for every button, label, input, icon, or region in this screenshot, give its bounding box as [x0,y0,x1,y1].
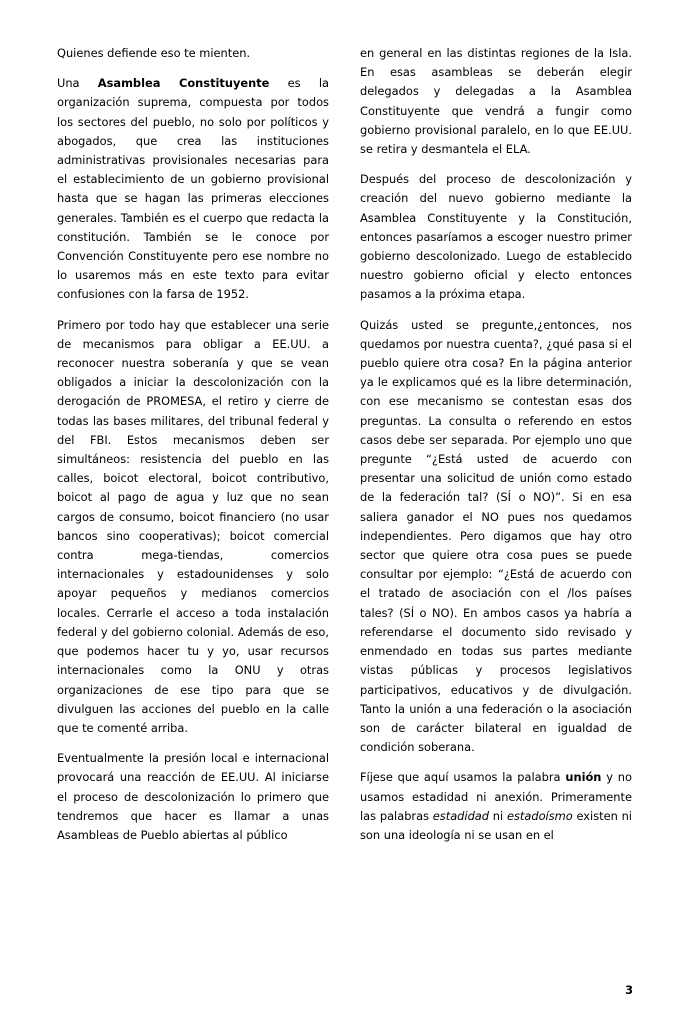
text-run: Eventualmente la presión local e internacional provocará una reacción de EE.UU. Al iniciarse el proceso de descolonización lo primero que tendremos que hacer es llamar a unas Asambleas de Pueblo abiertas al público [57,751,329,842]
left-column [57,44,329,964]
two-column-text-body [57,44,632,964]
text-run: Quienes defiende eso te mienten. [57,46,251,60]
text-run: Después del proceso de descolonización y creación del nuevo gobierno mediante la Asamblea Constituyente y la Constitución, entonces pasaríamos a escoger nuestro primer gobierno descolonizado. Luego de establecido nuestro gobierno oficial y electo entonces pasamos a la próxima etapa. [360,172,632,302]
text-run: Primero por todo hay que establecer una serie de mecanismos para obligar a EE.UU. a reconocer nuestra soberanía y que se vean obligados a iniciar la descolonización con la derogación de PROMESA, el retiro y cierre de todas las bases militares, del tribunal federal y del FBI. Estos mecanismos deben ser simultáneos: resistencia del pueblo en las calles, boicot electoral, boicot contributivo, boicot al pago de agua y luz que no sean cargos de consumo, boicot financiero (no usar bancos sino cooperativas); boicot comercial contra mega-tiendas, comercios internacionales y estadounidenses y solo apoyar pequeños y medianos comercios locales. Cerrarle el acceso a toda instalación federal y del gobierno colonial. Además de eso, que podemos hacer tu y yo, usar recursos internacionales como la ONU y otras organizaciones de ese tipo para que se divulguen las acciones del pueblo en la calle que te comenté arriba. [57,317,329,735]
text-run: y no usamos estadidad ni anexión. Primeramente las palabras [360,770,632,823]
emphasis-italic: estadoísmo [506,808,573,823]
page-number: 3 [625,983,633,997]
paragraph [360,768,632,845]
paragraph [57,74,329,304]
paragraph [57,749,329,845]
text-run: Quizás usted se pregunte,¿entonces, nos quedamos por nuestra cuenta?, ¿qué pasa si el pueblo quiere otra cosa? En la página anterior ya le explicamos qué es la libre determinación, con ese mecanismo se contestan esas dos preguntas. La consulta o referendo en estos casos debe ser separada. Por ejemplo uno que pregunte “¿Está usted de acuerdo con presentar una solicitud de unión como estado de la federación tal? (SÍ o NO)”. Si en esa saliera ganador el NO pues nos quedamos independientes. Pero digamos que hay otro sector que quiere otra cosa pues se puede consultar por ejemplo: “¿Está de acuerdo con el tratado de asociación con el /los países tales? (SÍ o NO). En ambos casos ya habría a referendarse el documento sido revisado y enmendado en todas sus partes mediante vistas públicas y procesos legislativos participativos, educativos y de divulgación. Tanto la unión a una federación o la asociación son de carácter bilateral en igualdad de condición soberana. [360,317,632,755]
paragraph [57,316,329,738]
emphasis-bold: Asamblea Constituyente [97,76,270,91]
text-run: Una [57,76,98,91]
text-run: en general en las distintas regiones de la Isla. En esas asambleas se deberán elegir delegados y delegadas a la Asamblea Constituyente que vendrá a fungir como gobierno provisional paralelo, en lo que EE.UU. se retira y desmantela el ELA. [360,46,632,157]
text-run: es la organización suprema, compuesta por todos los sectores del pueblo, no solo por políticos y abogados, que crea las instituciones administrativas provisionales necesarias para el establecimiento de un gobierno provisional hasta que se hagan las primeras elecciones generales. También es el cuerpo que redacta la constitución. También se le conoce por Convención Constituyente pero ese nombre no lo usaremos más en este texto para evitar confusiones con la farsa de 1952. [57,76,329,302]
text-run: Fíjese que aquí usamos la palabra [360,770,566,785]
emphasis-bold: unión [565,770,602,785]
paragraph [360,170,632,304]
right-column [360,44,632,964]
text-run: ni [489,808,507,823]
emphasis-italic: estadidad [432,808,490,823]
paragraph [57,44,329,63]
paragraph [360,316,632,758]
paragraph [360,44,632,159]
text-run: existen ni son una ideología ni se usan en el [360,808,632,842]
